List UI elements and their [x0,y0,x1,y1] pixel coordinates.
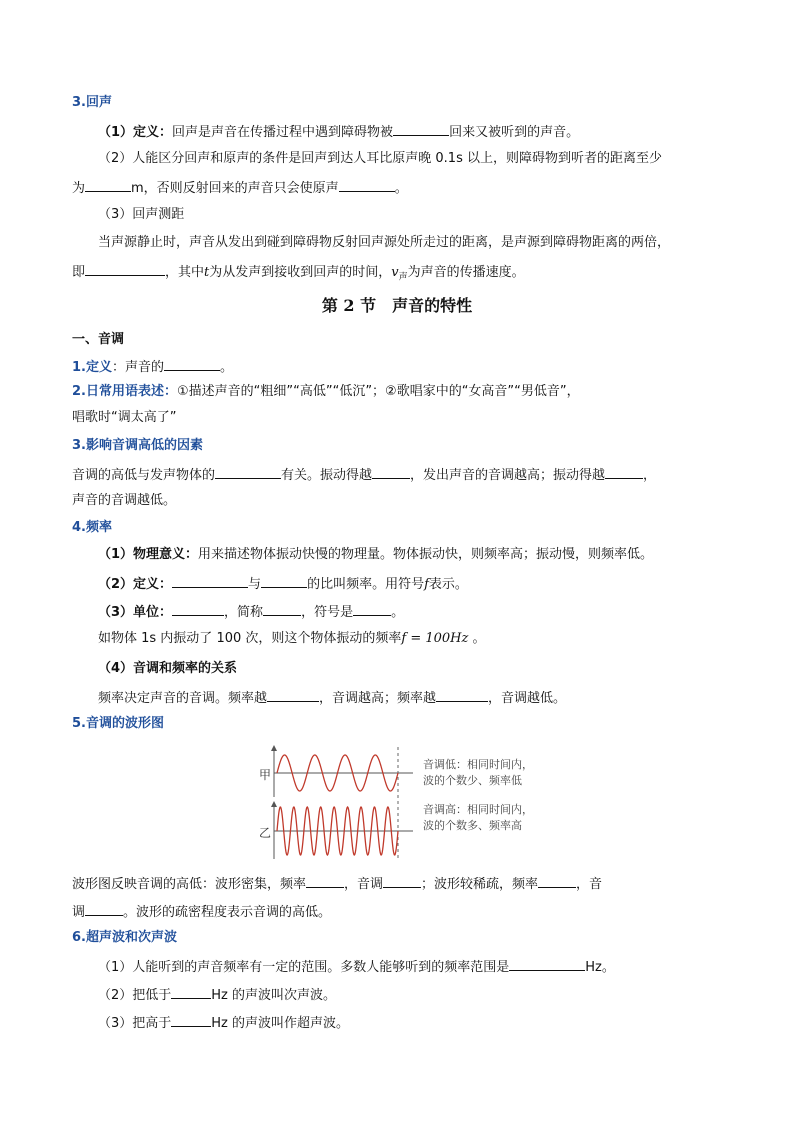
pitch-factor-b: 有关。振动得越 [281,468,373,483]
ultra-item-3-a: （3）把高于 [98,1016,172,1031]
echo-item-3: （3）回声测距 [98,207,185,222]
top-note-line-1: 音调低：相同时间内， [423,758,533,771]
waveform-text-e: 调 [72,905,86,920]
ultra-item-2 [98,984,336,1006]
frequency-unit [98,601,404,623]
symbol-v-sub: 声 [398,272,408,283]
waveform-figure [255,743,555,863]
bottom-note-line-2: 波的个数多、频率高 [423,819,522,832]
blank-vib-fast[interactable] [372,464,410,479]
ultra-heading: 6.超声波和次声波 [72,930,177,945]
echo-heading: 3.回声 [72,95,112,110]
echo-item-2-text-c: m，否则反射回来的声音只会使原声 [131,181,339,196]
pitch-daily [72,382,580,402]
waveform-text-line-2 [72,901,331,923]
frequency-def-a: 与 [248,577,262,592]
ultra-item-3 [98,1012,349,1034]
pitch-def-end: 。 [220,360,234,375]
waveform-label-top: 甲 [259,768,272,782]
waveform-text-a: 波形图反映音调的高低：波形密集，频率 [72,877,307,892]
section-title: 第 2 节 声音的特性 [321,296,473,315]
echo-item-1-text-b: 回来又被听到的声音。 [449,125,580,140]
ultra-item-1 [98,956,615,978]
pitch-def [72,356,233,378]
frequency-unit-b: ，符号是 [301,605,354,620]
blank-sparse-freq[interactable] [538,873,576,888]
axis-bottom-arrow [271,801,277,807]
frequency-example-a: 如物体 1s 内振动了 100 次，则这个物体振动的频率 [98,631,402,646]
echo-para-2-a: 即 [72,265,86,280]
waveform-text-c: ；波形较稀疏，频率 [421,877,539,892]
echo-para-2-c: 为从发声到接收到回声的时间， [209,265,392,280]
pitch-daily-text: ①描述声音的“粗细”“高低”“低沉”；②歌唱家中的“女高音”“男低音”， [176,384,580,399]
frequency-heading: 4.频率 [72,520,112,535]
pitch-factor-d: ， [643,468,657,483]
frequency-unit-label: （3）单位： [98,605,173,620]
pitch-factor-line-1 [72,464,656,486]
frequency-unit-a: ，简称 [224,605,264,620]
blank-vib-slow[interactable] [605,464,643,479]
echo-item-1-label: （1）定义： [98,125,173,140]
frequency-relation-heading: （4）音调和频率的关系 [98,661,238,676]
pitch-factor-c: ，发出声音的音调越高；振动得越 [410,468,606,483]
symbol-f: f [424,577,429,592]
waveform-text-f: 。波形的疏密程度表示音调的高低。 [123,905,332,920]
echo-item-1 [98,121,579,143]
frequency-def [98,573,468,595]
pitch-factor-heading: 3.影响音调高低的因素 [72,438,203,453]
frequency-meaning-label: （1）物理意义： [98,547,199,562]
blank-vibration[interactable] [215,464,281,479]
echo-para-2-d: 为声音的传播速度。 [407,265,525,280]
pitch-daily-label: 2.日常用语表述： [72,384,177,399]
waveform-label-bottom: 乙 [259,826,272,840]
blank-unit[interactable] [172,601,224,616]
frequency-example-formula: f = 100Hz [401,631,469,646]
frequency-def-label: （2）定义： [98,577,173,592]
frequency-relation-a: 频率决定声音的音调。频率越 [98,691,268,706]
echo-para-2 [72,261,525,288]
frequency-example [98,629,486,649]
frequency-meaning-text: 用来描述物体振动快慢的物理量。物体振动快，则频率高；振动慢，则频率低。 [198,547,654,562]
blank-freq-def-1[interactable] [172,573,248,588]
waveform-heading: 5.音调的波形图 [72,716,164,731]
symbol-v: v [391,265,399,280]
blank-sparse-pitch[interactable] [85,901,123,916]
top-note-line-2: 波的个数少、频率低 [423,774,522,787]
frequency-relation [98,687,566,709]
ultra-item-3-b: Hz 的声波叫作超声波。 [211,1016,350,1031]
frequency-relation-c: ，音调越低。 [488,691,567,706]
blank-dense-freq[interactable] [306,873,344,888]
pitch-def-text: ：声音的 [111,360,164,375]
ultra-item-2-b: Hz 的声波叫次声波。 [211,988,337,1003]
echo-para-1: 当声源静止时，声音从发出到碰到障碍物反射回声源处所走过的距离，是声源到障碍物距离的两倍， [98,235,671,250]
waveform-text-line-1 [72,873,602,895]
ultra-item-2-a: （2）把低于 [98,988,172,1003]
blank-unit-symbol[interactable] [353,601,391,616]
pitch-factor-line-2: 声音的音调越低。 [72,493,177,508]
frequency-unit-c: 。 [391,605,405,620]
pitch-heading: 一、音调 [72,332,125,347]
frequency-meaning [98,545,653,565]
echo-item-2-line-2 [72,177,408,199]
blank-pitch-def[interactable] [164,356,220,371]
blank-dense-pitch[interactable] [383,873,421,888]
ultra-item-1-a: （1）人能听到的声音频率有一定的范围。多数人能够听到的频率范围是 [98,960,510,975]
blank-infrasound[interactable] [171,984,211,999]
symbol-t: t [204,265,210,280]
frequency-def-b: 的比叫频率。用符号 [307,577,425,592]
blank-audible-range[interactable] [509,956,585,971]
pitch-daily-line-2: 唱歌时“调太高了” [72,410,177,425]
blank-formula[interactable] [85,261,165,276]
blank-unit-short[interactable] [263,601,301,616]
blank-freq-high[interactable] [267,687,319,702]
echo-item-2-line-1: （2）人能区分回声和原声的条件是回声到达人耳比原声晚 0.1s 以上，则障碍物到听者的距离至少 [98,151,662,166]
waveform-text-b: ，音调 [344,877,384,892]
axis-top-arrow [271,745,277,751]
blank-enhance[interactable] [339,177,395,192]
waveform-text-d: ，音 [576,877,603,892]
echo-para-2-b: ，其中 [165,265,205,280]
blank-freq-low[interactable] [436,687,488,702]
pitch-factor-a: 音调的高低与发声物体的 [72,468,216,483]
frequency-relation-b: ，音调越高；频率越 [319,691,437,706]
echo-item-2-text-d: 。 [394,181,408,196]
blank-freq-def-2[interactable] [261,573,307,588]
pitch-def-label: 1.定义 [72,360,112,375]
ultra-item-1-b: Hz。 [585,960,615,975]
bottom-note-line-1: 音调高：相同时间内， [423,803,533,816]
echo-item-1-text-a: 回声是声音在传播过程中遇到障碍物被 [172,125,394,140]
blank-ultrasound[interactable] [171,1012,211,1027]
blank-distance[interactable] [85,177,131,192]
echo-item-2-text-b: 为 [72,181,86,196]
frequency-def-c: 表示。 [428,577,468,592]
blank-reflected[interactable] [393,121,449,136]
frequency-example-b: 。 [468,631,486,646]
